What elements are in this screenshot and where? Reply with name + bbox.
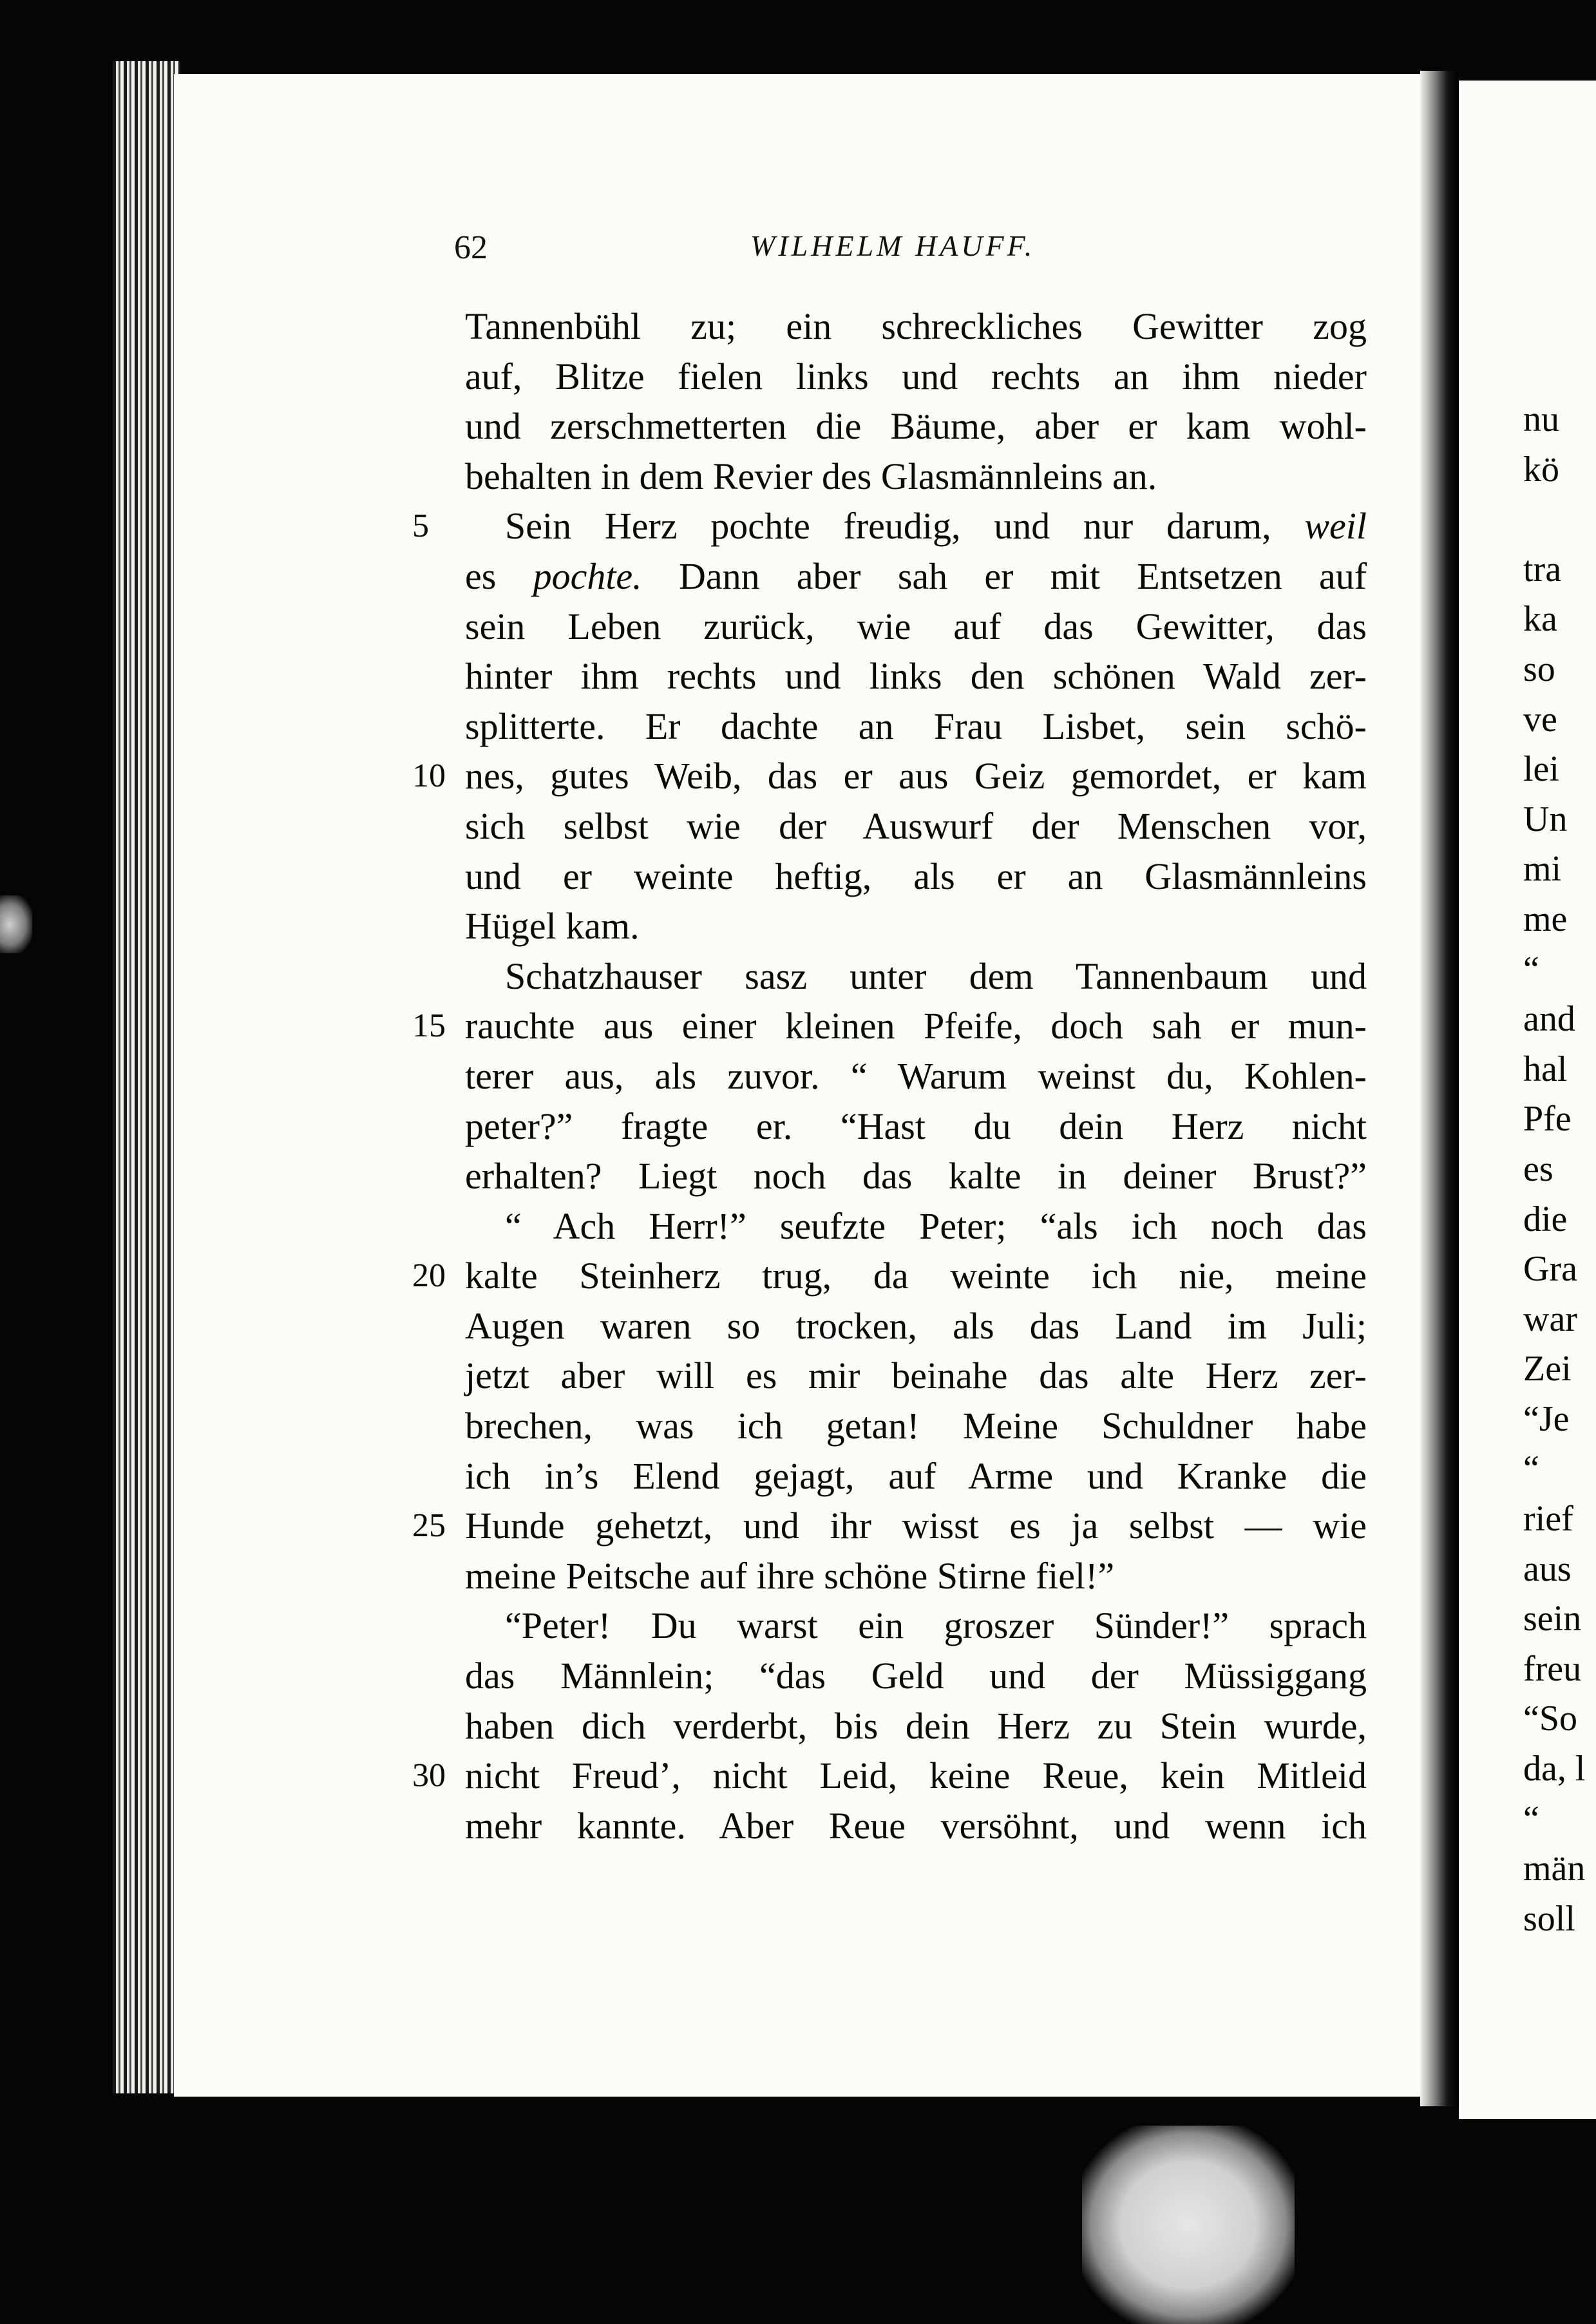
line-text: splitterte. Er dachte an Frau Lisbet, sein schö- xyxy=(465,705,1367,747)
text-line xyxy=(465,1301,1367,1351)
right-page-line: ka xyxy=(1523,599,1557,640)
right-page-line: mi xyxy=(1523,849,1562,890)
line-text: behalten in dem Revier des Glasmännleins an. xyxy=(465,455,1157,497)
line-number: 5 xyxy=(412,508,429,545)
text-line xyxy=(465,1551,1367,1601)
right-page-line: rief xyxy=(1523,1499,1573,1539)
text-line xyxy=(465,1151,1367,1201)
right-page-line: die xyxy=(1523,1199,1568,1239)
line-text: nicht Freud’, nicht Leid, keine Reue, kein Mitleid xyxy=(465,1755,1367,1797)
text-line xyxy=(465,651,1367,701)
text-line xyxy=(465,1651,1367,1701)
right-page-line: and xyxy=(1523,999,1575,1040)
text-line xyxy=(412,751,1367,801)
body-text xyxy=(412,301,1367,1851)
line-text: “ Ach Herr!” seufzte Peter; “als ich noch das xyxy=(505,1205,1367,1247)
line-text: auf, Blitze fielen links und rechts an ihm nieder xyxy=(465,355,1367,397)
scan-blemish xyxy=(0,895,32,953)
line-text xyxy=(465,551,1367,602)
line-text: und er weinte heftig, als er an Glasmännleins xyxy=(465,855,1367,897)
line-number: 15 xyxy=(412,1007,446,1045)
line-text: Augen waren so trocken, als das Land im Juli; xyxy=(465,1304,1367,1347)
right-page-line: Pfe xyxy=(1523,1099,1572,1139)
line-text: mehr kannte. Aber Reue versöhnt, und wenn ich xyxy=(465,1804,1367,1847)
right-page xyxy=(1459,81,1596,2119)
text-line xyxy=(465,1401,1367,1451)
right-page-line: war xyxy=(1523,1299,1577,1339)
page-edges xyxy=(113,61,180,2093)
text-line xyxy=(465,1351,1367,1401)
text-line xyxy=(465,1801,1367,1851)
right-page-line: män xyxy=(1523,1849,1586,1889)
text-line xyxy=(465,301,1367,352)
line-number: 25 xyxy=(412,1507,446,1545)
text-line xyxy=(465,801,1367,852)
text-line xyxy=(465,1051,1367,1101)
line-text: Tannenbühl zu; ein schreckliches Gewitter zog xyxy=(465,305,1367,347)
right-page-text xyxy=(1523,395,1585,1944)
line-text: terer aus, als zuvor. “ Warum weinst du, Kohlen- xyxy=(465,1054,1367,1097)
text-line xyxy=(465,1601,1367,1651)
line-text: das Männlein; “das Geld und der Müssiggang xyxy=(465,1655,1367,1697)
line-text: peter?” fragte er. “Hast du dein Herz nicht xyxy=(465,1105,1367,1147)
text-line xyxy=(465,852,1367,902)
text-line xyxy=(465,401,1367,452)
line-text: Hunde gehetzt, und ihr wisst es ja selbst — wie xyxy=(465,1505,1367,1547)
page-number: 62 xyxy=(454,229,488,266)
right-page-line: “Je xyxy=(1523,1398,1570,1439)
line-text: meine Peitsche auf ihre schöne Stirne fiel!” xyxy=(465,1554,1115,1597)
text-line xyxy=(465,452,1367,502)
right-page-line: Gra xyxy=(1523,1249,1577,1290)
right-page-line: tra xyxy=(1523,549,1562,589)
right-page-line: soll xyxy=(1523,1898,1575,1939)
right-page-line: Un xyxy=(1523,799,1568,839)
line-text: nes, gutes Weib, das er aus Geiz gemordet, er kam xyxy=(465,755,1367,797)
right-page-line: Zei xyxy=(1523,1349,1572,1389)
line-number: 20 xyxy=(412,1257,446,1295)
text-line xyxy=(465,551,1367,602)
right-page-line: freu xyxy=(1523,1648,1582,1689)
italic-word: pochte. xyxy=(533,555,642,597)
line-text: Schatzhauser sasz unter dem Tannenbaum und xyxy=(505,955,1367,997)
text-line xyxy=(412,1751,1367,1801)
right-page-line: so xyxy=(1523,649,1555,689)
text-line xyxy=(412,1001,1367,1051)
right-page-line: “ xyxy=(1523,1449,1539,1489)
line-number: 10 xyxy=(412,757,446,795)
text-line xyxy=(465,1451,1367,1501)
page-header xyxy=(0,229,1596,274)
right-page-line: ve xyxy=(1523,699,1557,739)
right-page-line: da, l xyxy=(1523,1749,1586,1789)
line-text: erhalten? Liegt noch das kalte in deiner Brust?” xyxy=(465,1155,1367,1197)
line-number: 30 xyxy=(412,1757,446,1795)
text-line xyxy=(412,501,1367,551)
text-line xyxy=(465,602,1367,652)
line-text: brechen, was ich getan! Meine Schuldner habe xyxy=(465,1405,1367,1447)
line-text: rauchte aus einer kleinen Pfeife, doch sah er mun- xyxy=(465,1005,1367,1047)
line-text-part: Dann aber sah er mit Entsetzen auf xyxy=(678,555,1367,597)
text-line xyxy=(465,1101,1367,1152)
line-text: und zerschmetterten die Bäume, aber er kam wohl- xyxy=(465,405,1367,448)
italic-word: weil xyxy=(1304,505,1367,548)
line-text: haben dich verderbt, bis dein Herz zu Stein wurde, xyxy=(465,1704,1367,1747)
line-text xyxy=(465,501,1367,551)
line-text: sich selbst wie der Auswurf der Menschen vor, xyxy=(465,805,1367,847)
text-line xyxy=(465,701,1367,752)
line-text: Hügel kam. xyxy=(465,905,640,948)
right-page-line: me xyxy=(1523,899,1568,939)
right-page-line: es xyxy=(1523,1148,1553,1189)
text-line xyxy=(465,1701,1367,1751)
right-page-line: “ xyxy=(1523,949,1539,989)
text-line xyxy=(412,1251,1367,1301)
text-line xyxy=(465,1201,1367,1252)
right-page-line: kö xyxy=(1523,449,1559,490)
right-page-line: lei xyxy=(1523,749,1559,790)
right-page-line xyxy=(1523,495,1585,545)
line-text: hinter ihm rechts und links den schönen Wald zer- xyxy=(465,655,1367,698)
right-page-line: sein xyxy=(1523,1599,1582,1639)
text-line xyxy=(412,1501,1367,1551)
line-text: ich in’s Elend gejagt, auf Arme und Kranke die xyxy=(465,1454,1367,1497)
line-text-part: es xyxy=(465,555,497,597)
line-text-part: Sein Herz pochte freudig, und nur darum, xyxy=(505,505,1271,548)
book-gutter xyxy=(1420,71,1459,2106)
right-page-line: aus xyxy=(1523,1548,1572,1589)
right-page-line: nu xyxy=(1523,399,1559,439)
text-line xyxy=(465,352,1367,402)
line-text: sein Leben zurück, wie auf das Gewitter, das xyxy=(465,605,1367,647)
text-line xyxy=(465,951,1367,1002)
paper-damage-stain xyxy=(1082,2126,1295,2324)
right-page-line: “ xyxy=(1523,1798,1539,1839)
line-text: jetzt aber will es mir beinahe das alte Herz zer- xyxy=(465,1355,1367,1397)
line-text: kalte Steinherz trug, da weinte ich nie, meine xyxy=(465,1255,1367,1297)
running-head: WILHELM HAUFF. xyxy=(750,229,1036,262)
right-page-line: hal xyxy=(1523,1049,1568,1089)
text-line xyxy=(465,901,1367,951)
line-text: “Peter! Du warst ein groszer Sünder!” sprach xyxy=(505,1605,1367,1647)
right-page-line: “So xyxy=(1523,1699,1577,1739)
